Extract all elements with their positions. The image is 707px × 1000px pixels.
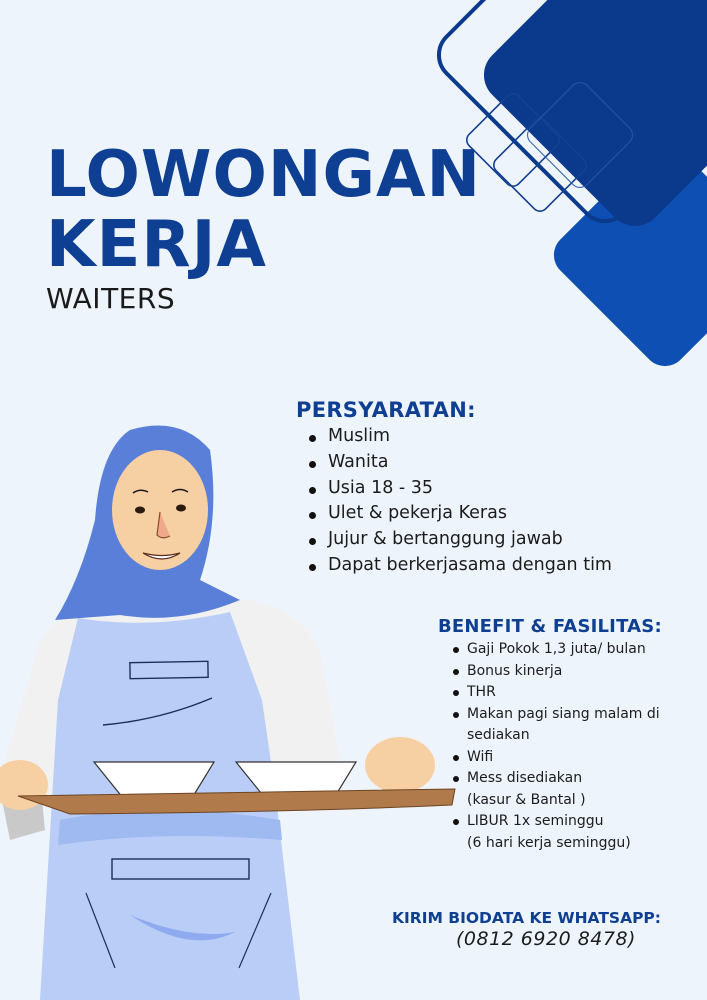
list-item-text: LIBUR 1x seminggu [467, 813, 604, 829]
list-item [438, 661, 662, 683]
poster-title [46, 140, 481, 280]
list-item: Muslim [296, 424, 612, 450]
contact-heading: KIRIM BIODATA KE WHATSAPP: [392, 909, 661, 927]
list-item [438, 747, 662, 769]
requirements-section [296, 398, 612, 579]
benefits-list [438, 639, 662, 854]
list-item-text: Mess disediakan [467, 770, 583, 786]
list-item: Ulet & pekerja Keras [296, 501, 612, 527]
right-hand [365, 737, 435, 793]
position-label: WAITERS [46, 282, 176, 315]
title-line-2: KERJA [46, 208, 267, 282]
list-item-continuation: sediakan [467, 727, 530, 743]
face [112, 450, 208, 570]
list-item-text: Wifi [467, 748, 494, 765]
requirements-list [296, 424, 612, 579]
whatsapp-number: (0812 6920 8478) [456, 928, 636, 950]
list-item [438, 682, 662, 704]
list-item-continuation: (6 hari kerja seminggu) [467, 834, 631, 851]
list-item-text: Bonus kinerja [467, 662, 563, 679]
title-line-1: LOWONGAN [46, 138, 482, 212]
list-item: Jujur & bertanggung jawab [296, 527, 612, 553]
requirements-heading: PERSYARATAN: [296, 398, 476, 422]
list-item [438, 811, 662, 854]
list-item [438, 639, 662, 661]
list-item: Usia 18 - 35 [296, 476, 612, 502]
list-item-text: Gaji Pokok 1,3 juta/ bulan [467, 641, 646, 657]
list-item [438, 768, 662, 811]
list-item-continuation: (kasur & Bantal ) [467, 791, 586, 808]
list-item [438, 704, 662, 747]
list-item: Wanita [296, 450, 612, 476]
list-item-text: Makan pagi siang malam di [467, 705, 660, 722]
benefits-heading: BENEFIT & FASILITAS: [438, 616, 662, 637]
list-item: Dapat berkerjasama dengan tim [296, 553, 612, 579]
contact-section [392, 909, 692, 927]
list-item-text: THR [467, 684, 496, 700]
benefits-section [438, 616, 662, 854]
